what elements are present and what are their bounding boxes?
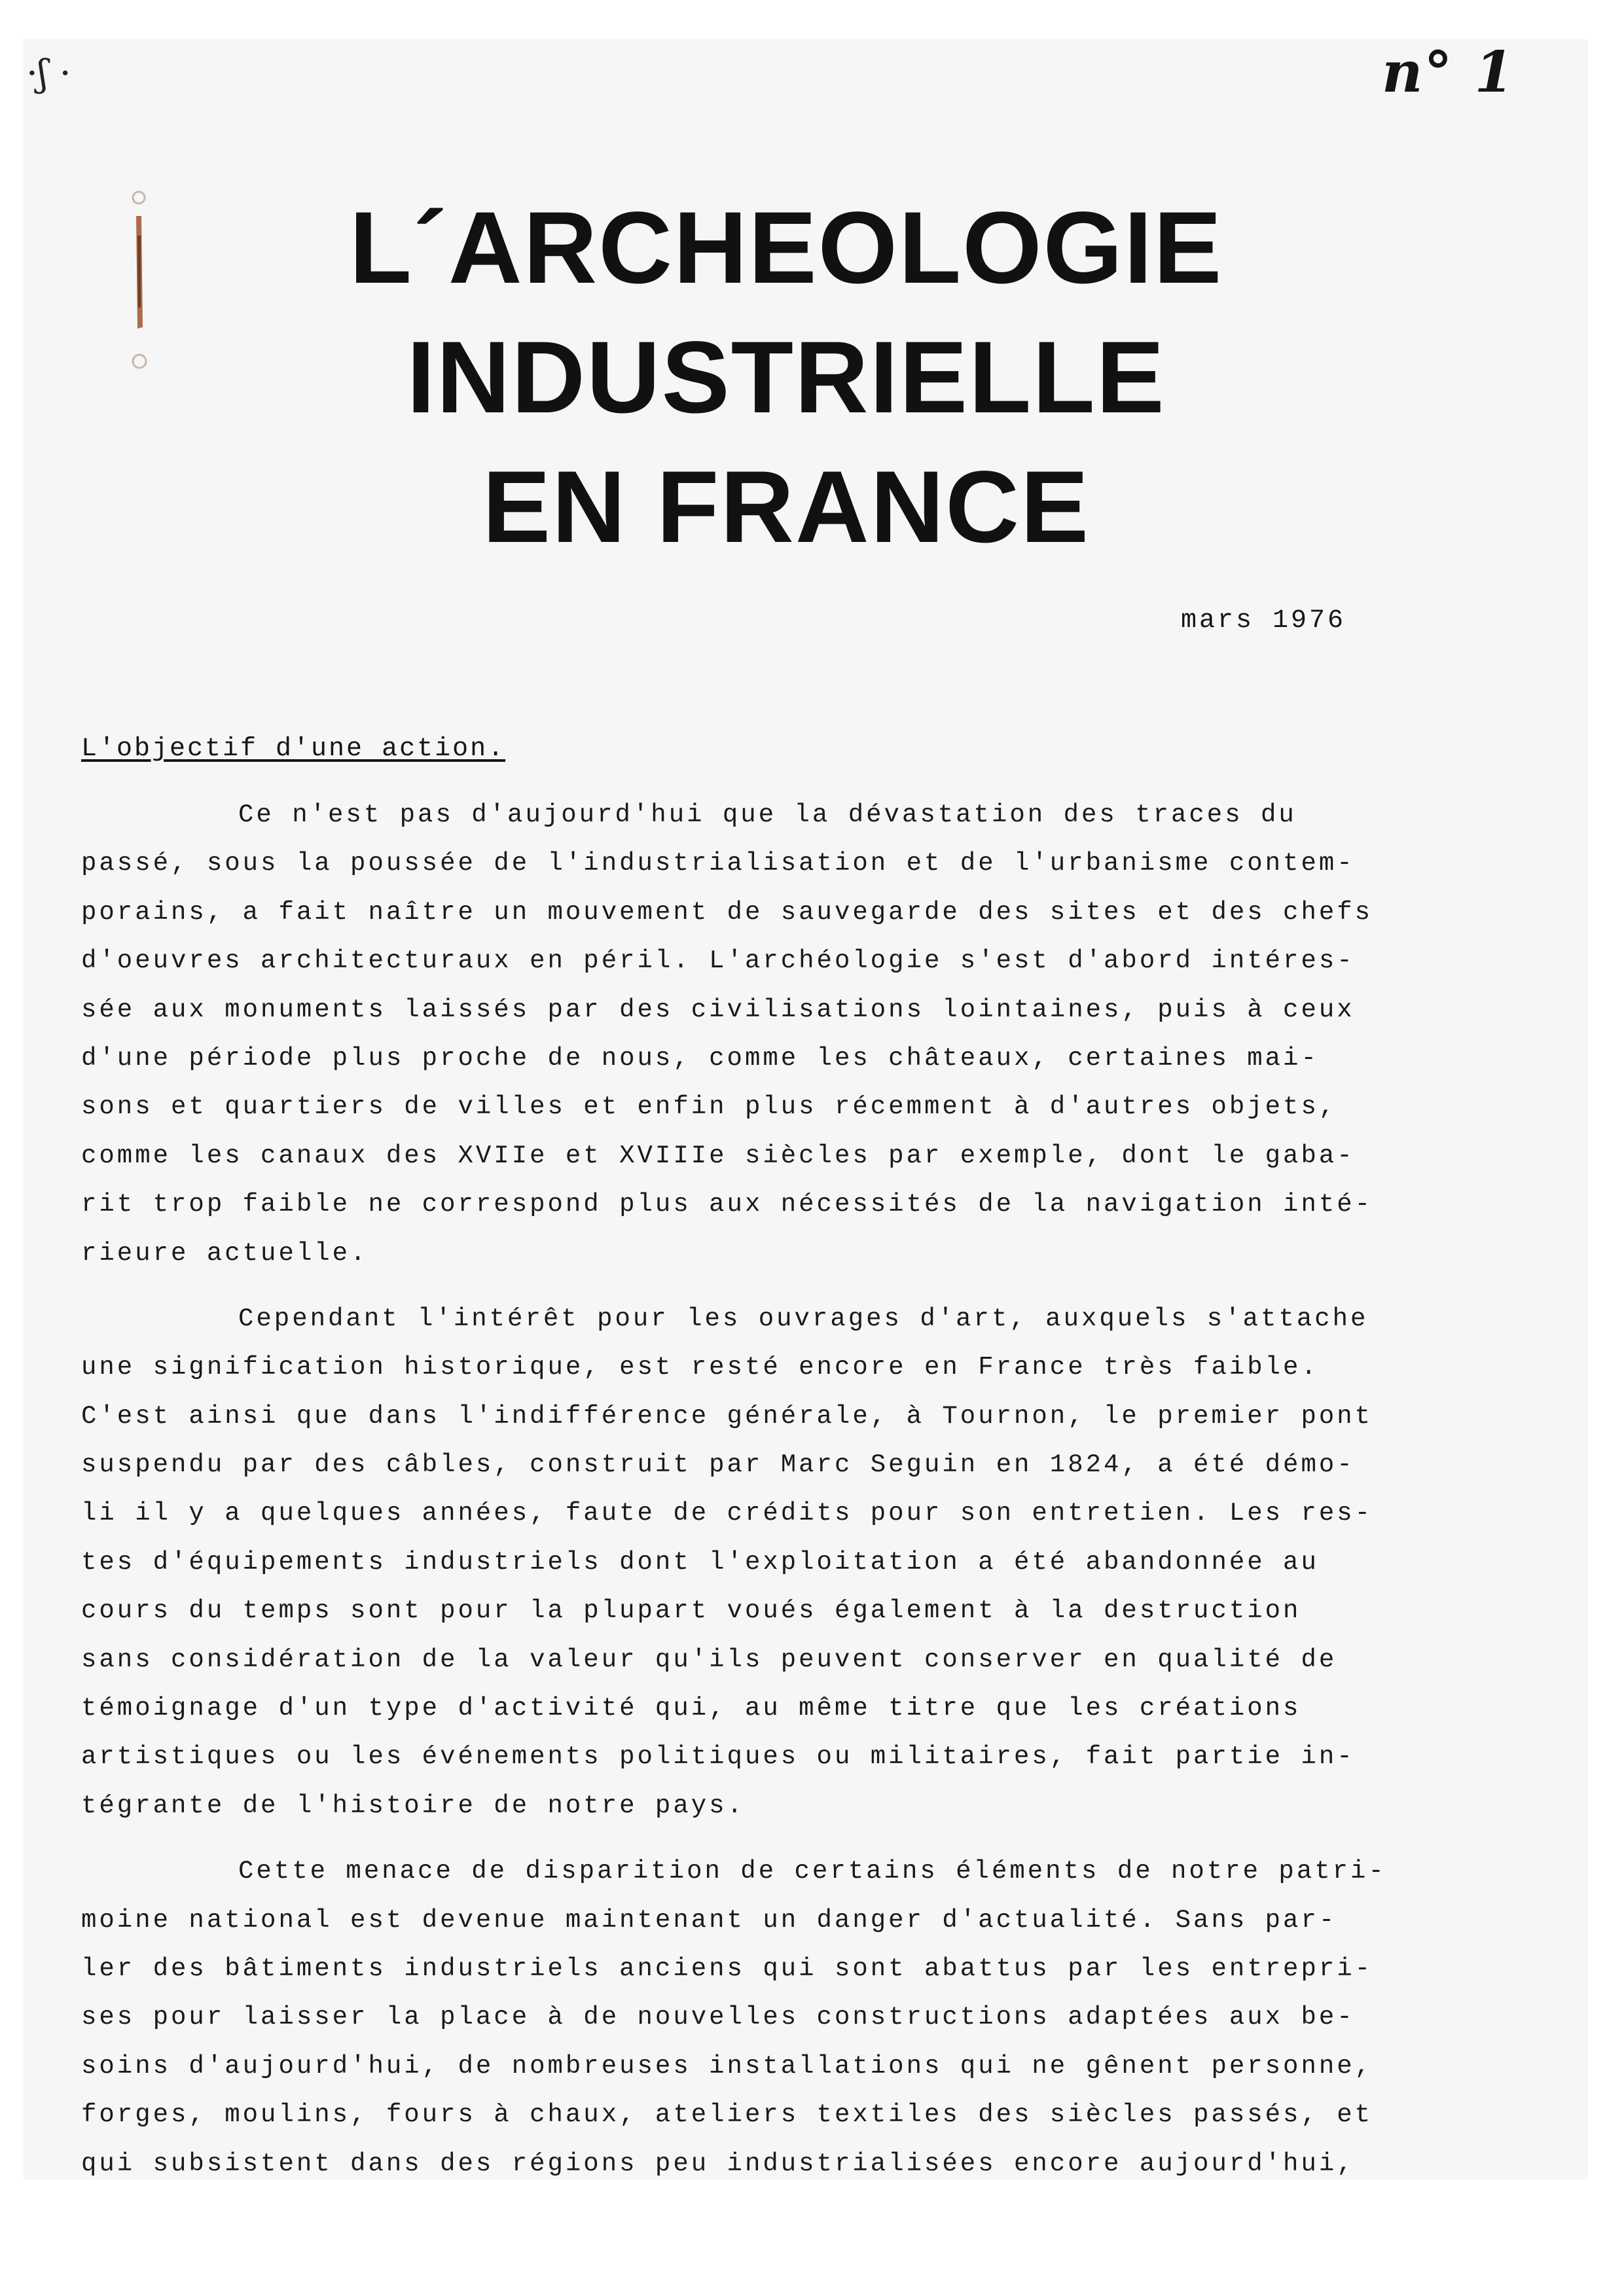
corner-mark: ·ʃ · (26, 52, 71, 95)
paragraph (81, 1847, 1541, 2179)
text-line: rit trop faible ne correspond plus aux nécessités de la navigation inté- (81, 1190, 1373, 1219)
title-line: INDUSTRIELLE (406, 321, 1166, 435)
title-line: L´ARCHEOLOGIE (349, 191, 1223, 305)
text-line: artistiques ou les événements politiques ou militaires, fait partie in- (81, 1742, 1355, 1772)
text-line: Cependant l'intérêt pour les ouvrages d'art, auxquels s'attache (238, 1304, 1369, 1333)
text-line: suspendu par des câbles, construit par Marc Seguin en 1824, a été démo- (81, 1450, 1355, 1480)
section-heading: L'objectif d'une action. (81, 734, 506, 764)
text-line: forges, moulins, fours à chaux, ateliers textiles des siècles passés, et (81, 2100, 1373, 2130)
text-line: une signification historique, est resté encore en France très faible. (81, 1353, 1319, 1382)
text-line: qui subsistent dans des régions peu industrialisées encore aujourd'hui, (81, 2149, 1355, 2178)
body-text (81, 791, 1541, 2179)
paragraph (81, 791, 1541, 1278)
handwritten-page-number: n° 1 (1382, 39, 1515, 105)
text-line: Ce n'est pas d'aujourd'hui que la dévastation des traces du (238, 800, 1297, 829)
text-line: porains, a fait naître un mouvement de sauvegarde des sites et des chefs (81, 897, 1373, 927)
text-line: ses pour laisser la place à de nouvelles constructions adaptées aux be- (81, 2003, 1355, 2032)
text-line: tégrante de l'histoire de notre pays. (81, 1791, 745, 1820)
text-line: Cette menace de disparition de certains éléments de notre patri- (238, 1857, 1386, 1886)
text-line: témoignage d'un type d'activité qui, au même titre que les créations (81, 1694, 1301, 1723)
text-line: moine national est devenue maintenant un danger d'actualité. Sans par- (81, 1905, 1337, 1935)
document-page (24, 39, 1588, 2179)
text-line: rieure actuelle. (81, 1238, 369, 1268)
text-line: sons et quartiers de villes et enfin plus récemment à d'autres objets, (81, 1092, 1337, 1122)
text-line: sée aux monuments laissés par des civilisations lointaines, puis à ceux (81, 995, 1355, 1024)
document-date: mars 1976 (1181, 606, 1346, 636)
title-line: EN FRANCE (482, 450, 1091, 564)
text-line: soins d'aujourd'hui, de nombreuses installations qui ne gênent personne, (81, 2051, 1373, 2081)
text-line: cours du temps sont pour la plupart voués également à la destruction (81, 1596, 1301, 1626)
text-line: d'oeuvres architecturaux en péril. L'archéologie s'est d'abord intéres- (81, 946, 1355, 976)
text-line: li il y a quelques années, faute de crédits pour son entretien. Les res- (81, 1499, 1373, 1528)
document-title (24, 183, 1549, 572)
text-line: C'est ainsi que dans l'indifférence générale, à Tournon, le premier pont (81, 1401, 1373, 1431)
paragraph (81, 1295, 1541, 1830)
text-line: comme les canaux des XVIIe et XVIIIe siècles par exemple, dont le gaba- (81, 1141, 1355, 1170)
text-line: ler des bâtiments industriels anciens qui sont abattus par les entrepri- (81, 1954, 1373, 1983)
text-line: tes d'équipements industriels dont l'exploitation a été abandonnée au (81, 1547, 1319, 1577)
text-line: sans considération de la valeur qu'ils peuvent conserver en qualité de (81, 1645, 1337, 1674)
text-line: d'une période plus proche de nous, comme les châteaux, certaines mai- (81, 1043, 1319, 1073)
text-line: passé, sous la poussée de l'industrialisation et de l'urbanisme contem- (81, 849, 1355, 878)
